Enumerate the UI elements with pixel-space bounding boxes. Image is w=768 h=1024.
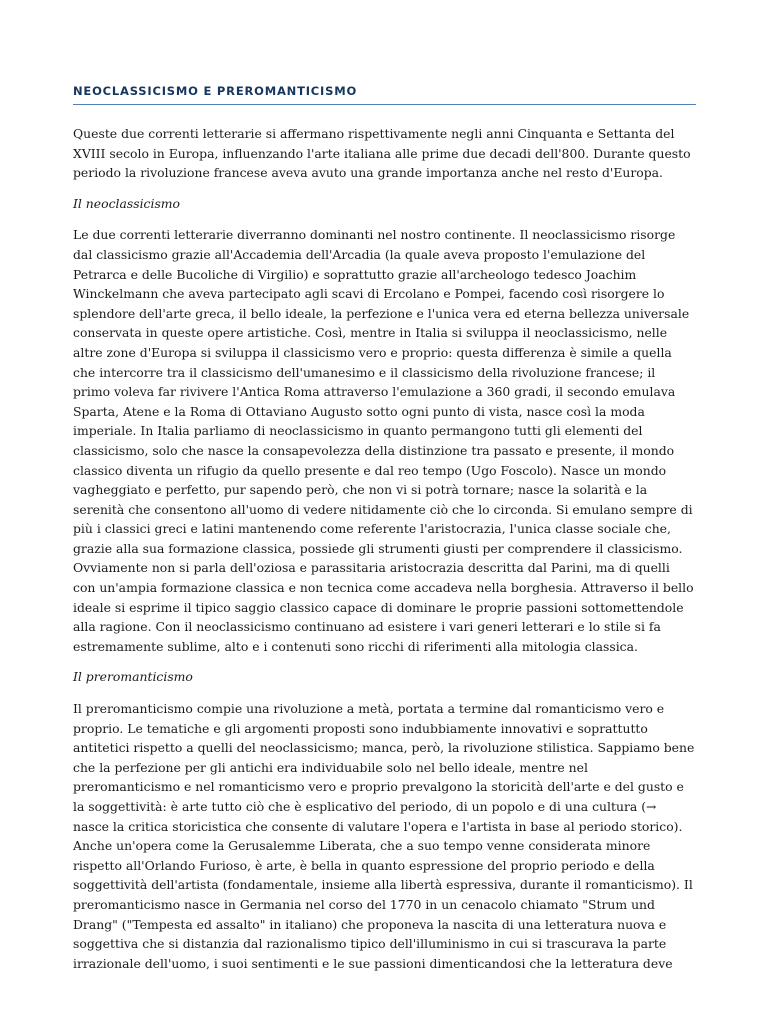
document-heading: NEOCLASSICISMO E PREROMANTICISMO xyxy=(73,82,696,105)
section-body-preromanticismo: Il preromanticismo compie una rivoluzione a metà, portata a termine dal romanticismo vero e proprio. Le tematiche e gli argomenti proposti sono indubbiamente innovativi e soprattutto antitetici rispetto a quelli del neoclassicismo; manca, però, la rivoluzione stilistica. Sappiamo bene che la perfezione per gli antichi era individuabile solo nel bello ideale, mentre nel preromanticismo e nel romanticismo vero e proprio prevalgono la storicità dell'arte e del gusto e la soggettività: è arte tutto ciò che è esplicativo del periodo, di un popolo e di una cultura (→ nasce la critica storicistica che consente di valutare l'opera e l'artista in base al periodo storico). Anche un'opera come la Gerusalemme Liberata, che a suo tempo venne considerata minore rispetto all'Orlando Furioso, è arte, è bella in quanto espressione del proprio periodo e della soggettività dell'artista (fondamentale, insieme alla libertà espressiva, durante il romanticismo). Il preromanticismo nasce in Germania nel corso del 1770 in un cenacolo chiamato "Strum und Drang" ("Tempesta ed assalto" in italiano) che proponeva la nascita di una letteratura nuova e soggettiva che si distanzia dal razionalismo tipico dell'illuminismo in cui si trascurava la parte irrazionale dell'uomo, i suoi sentimenti e le sue passioni dimenticandosi che la letteratura deve xyxy=(73,701,695,971)
document-page xyxy=(73,82,696,973)
section-body-neoclassicismo: Le due correnti letterarie diverranno dominanti nel nostro continente. Il neoclassicismo risorge dal classicismo grazie all'Accademia dell'Arcadia (la quale aveva proposto l'emulazione del Petrarca e delle Bucoliche di Virgilio) e soprattutto grazie all'archeologo tedesco Joachim Winckelmann che aveva partecipato agli scavi di Ercolano e Pompei, facendo così risorgere lo splendore dell'arte greca, il bello ideale, la perfezione e l'unica vera ed eterna bellezza universale conservata in queste opere artistiche. Così, mentre in Italia si sviluppa il neoclassicismo, nelle altre zone d'Europa si sviluppa il classicismo vero e proprio: questa differenza è simile a quella che intercorre tra il classicismo dell'umanesimo e il classicismo della rivoluzione francese; il primo voleva far rivivere l'Antica Roma attraverso l'emulazione a 360 gradi, il secondo emulava Sparta, Atene e la Roma di Ottaviano Augusto sotto ogni punto di vista, nasce così la moda imperiale. In Italia parliamo di neoclassicismo in quanto permangono tutti gli elementi del classicismo, solo che nasce la consapevolezza della distinzione tra passato e presente, il mondo classico diventa un rifugio da quello presente e dal reo tempo (Ugo Foscolo). Nasce un mondo vagheggiato e perfetto, pur sapendo però, che non vi si potrà tornare; nasce la solarità e la serenità che consentono all'uomo di vedere nitidamente ciò che lo circonda. Si emulano sempre di più i classici greci e latini mantenendo come referente l'aristocrazia, l'unica classe sociale che, grazie alla sua formazione classica, possiede gli strumenti giusti per comprendere il classicismo. Ovviamente non si parla dell'oziosa e parassitaria aristocrazia descritta dal Parini, ma di quelli con un'ampia formazione classica e non tecnica come accadeva nella borghesia. Attraverso il bello ideale si esprime il tipico saggio classico capace di dominare le proprie passioni sottomettendole alla ragione. Con il neoclassicismo continuano ad esistere i vari generi letterari e lo stile si fa estremamente sublime, alto e i contenuti sono ricchi di riferimenti alla mitologia classica. xyxy=(73,227,694,654)
section-title-neoclassicismo: Il neoclassicismo xyxy=(73,195,181,211)
intro-paragraph: Queste due correnti letterarie si affermano rispettivamente negli anni Cinquanta e Settanta del XVIII secolo in Europa, influenzando l'arte italiana alle prime due decadi dell'800. Durante questo periodo la rivoluzione francese aveva avuto una grande importanza anche nel resto d'Europa. xyxy=(73,126,691,181)
section-title-preromanticismo: Il preromanticismo xyxy=(73,669,193,685)
